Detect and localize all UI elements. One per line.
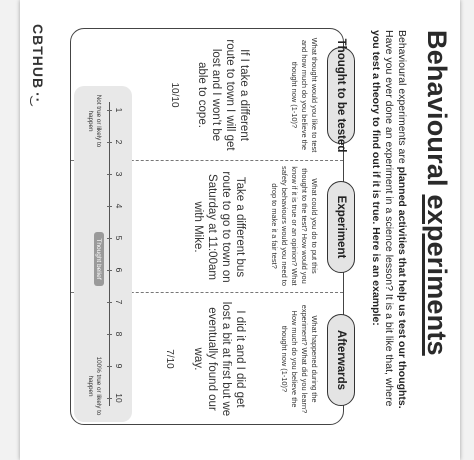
scale-number: 6 xyxy=(114,267,124,273)
scale-tick xyxy=(107,174,112,175)
scale-number: 4 xyxy=(114,203,124,209)
intro-paragraph xyxy=(369,30,408,415)
question-thought: What thought would you like to test and how much do you believe the thought now (1-10)? xyxy=(290,37,319,153)
scale-number: 1 xyxy=(114,107,124,113)
scale-tick xyxy=(107,110,112,111)
scale-tick xyxy=(107,206,112,207)
score-after: 7/10 xyxy=(164,349,175,369)
score-before: 10/10 xyxy=(169,82,180,108)
scale-tick xyxy=(107,398,112,399)
scale-mid-label: Thought belief xyxy=(94,232,104,286)
question-experiment: What could you do to put this thought to the test? How would you know if it is true or an opinion? What safety behaviours would you need to drop to make it a fair test? xyxy=(270,166,319,286)
scale-right-label: 100% true or likely to happen xyxy=(87,356,102,416)
scale-number: 3 xyxy=(114,171,124,177)
heading-thought-to-be-tested: Thought to be tested xyxy=(327,47,355,144)
heading-experiment: Experiment xyxy=(327,181,355,273)
answer-thought: If I take a different route to town I will get lost and I won't be able to cope. xyxy=(196,39,250,151)
scale-tick xyxy=(107,270,112,271)
intro-bold-2: you test a theory to find out if it is true. Here is an example: xyxy=(370,30,382,326)
title-word-behavioural: Behavioural xyxy=(422,30,452,187)
scale-left-label: Not true or likely to happen xyxy=(87,94,102,148)
heading-afterwards: Afterwards xyxy=(327,314,355,406)
answer-experiment: Take a different bus route to go to town on Saturday at 11:00am with Mike. xyxy=(192,171,246,283)
scale-number: 8 xyxy=(114,331,124,337)
title-word-experiments: experiments xyxy=(422,194,452,356)
worksheet-page xyxy=(20,0,460,460)
smile-icon: ·͜· xyxy=(30,92,46,104)
intro-bold-1: planned activities that help us test our thoughts. xyxy=(396,166,408,409)
belief-scale xyxy=(74,86,132,422)
scale-tick xyxy=(107,302,112,303)
intro-text-1: Behavioural experiments are xyxy=(396,30,408,167)
intro-text-2: Have you ever done an experiment in a science lesson? It is a bit like that, where xyxy=(383,30,395,407)
scale-number: 2 xyxy=(114,139,124,145)
question-afterwards: What happened during the experiment? What did you learn? How much do you believe the thought now (1-10)? xyxy=(280,304,319,414)
cbthub-logo xyxy=(30,24,46,103)
scale-tick xyxy=(107,238,112,239)
scale-number: 5 xyxy=(114,235,124,241)
scale-line xyxy=(109,102,110,406)
scale-number: 7 xyxy=(114,299,124,305)
scale-number: 10 xyxy=(114,393,124,403)
logo-text: CBTHUB xyxy=(30,24,46,90)
scale-tick xyxy=(107,334,112,335)
answer-afterwards: I did it and I did get lost a bit at first but we eventually found our way. xyxy=(192,301,246,417)
scale-tick xyxy=(107,366,112,367)
scale-number: 9 xyxy=(114,363,124,369)
worksheet-title xyxy=(421,30,452,356)
scale-tick xyxy=(107,142,112,143)
